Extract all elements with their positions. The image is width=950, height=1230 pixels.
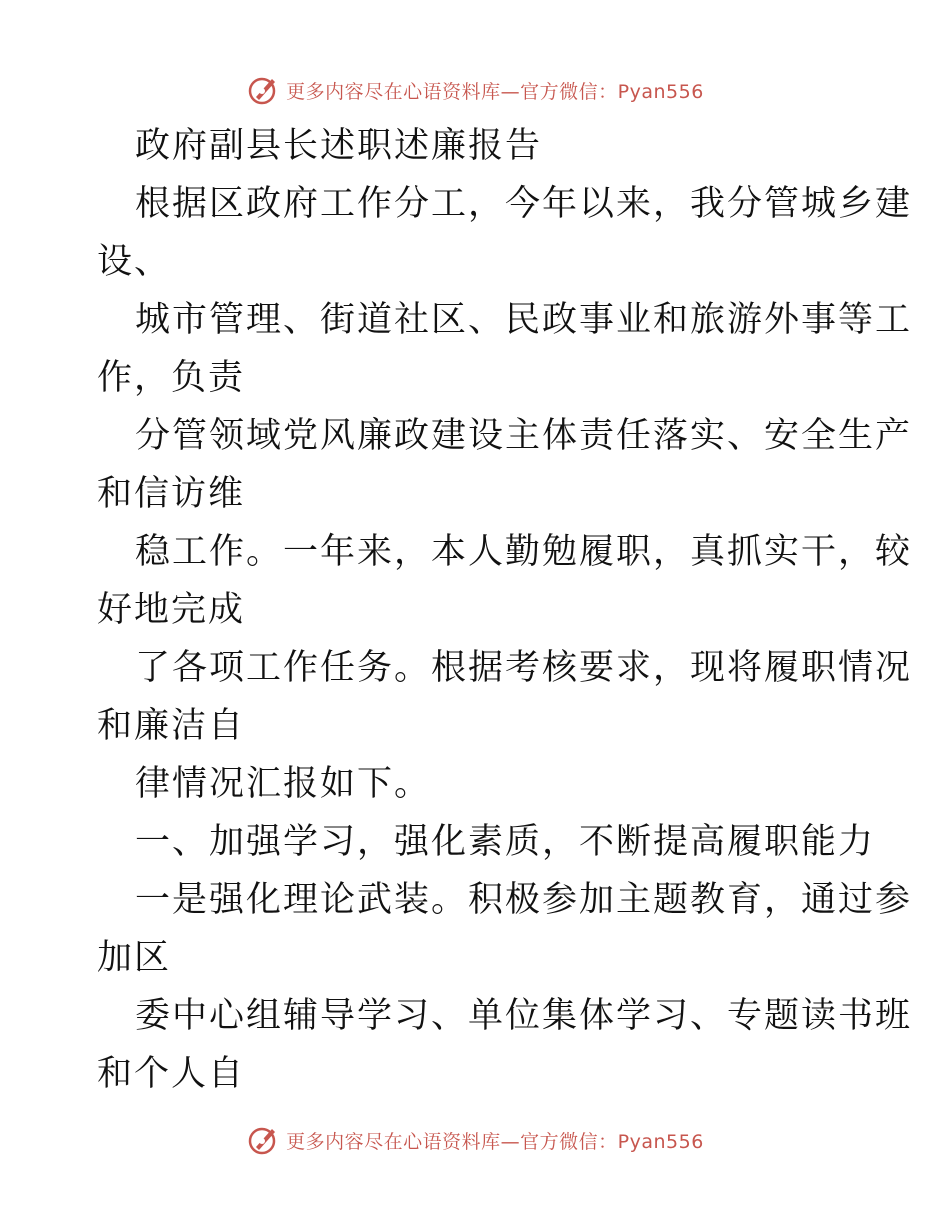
text-line: 稳工作。一年来，本人勤勉履职，真抓实干，较 (135, 532, 913, 572)
text-line: 好地完成 (97, 590, 246, 630)
text-line: 加区 (97, 938, 172, 978)
header-banner (0, 70, 950, 110)
pen-logo-icon (246, 1123, 280, 1157)
banner-text: 更多内容尽在心语资料库—官方微信：Pyan556 (286, 1130, 704, 1153)
text-line: 根据区政府工作分工，今年以来，我分管城乡建 (135, 184, 913, 224)
text-line: 和信访维 (97, 474, 246, 514)
text-line: 和廉洁自 (97, 706, 246, 746)
text-line: 律情况汇报如下。 (135, 764, 432, 804)
pen-logo-icon (246, 73, 280, 107)
text-line: 城市管理、街道社区、民政事业和旅游外事等工 (135, 300, 913, 340)
text-line: 分管领域党风廉政建设主体责任落实、安全生产 (135, 416, 913, 456)
text-line: 一是强化理论武装。积极参加主题教育，通过参 (135, 880, 913, 920)
text-line: 作，负责 (97, 358, 246, 398)
banner-text: 更多内容尽在心语资料库—官方微信：Pyan556 (286, 80, 704, 103)
text-line: 设、 (97, 242, 172, 282)
text-line: 一、加强学习，强化素质，不断提高履职能力 (135, 822, 876, 862)
text-line: 和个人自 (97, 1054, 246, 1094)
footer-banner (0, 1120, 950, 1160)
text-line: 了各项工作任务。根据考核要求，现将履职情况 (135, 648, 913, 688)
text-line: 委中心组辅导学习、单位集体学习、专题读书班 (135, 996, 913, 1036)
document-title: 政府副县长述职述廉报告 (135, 126, 543, 166)
